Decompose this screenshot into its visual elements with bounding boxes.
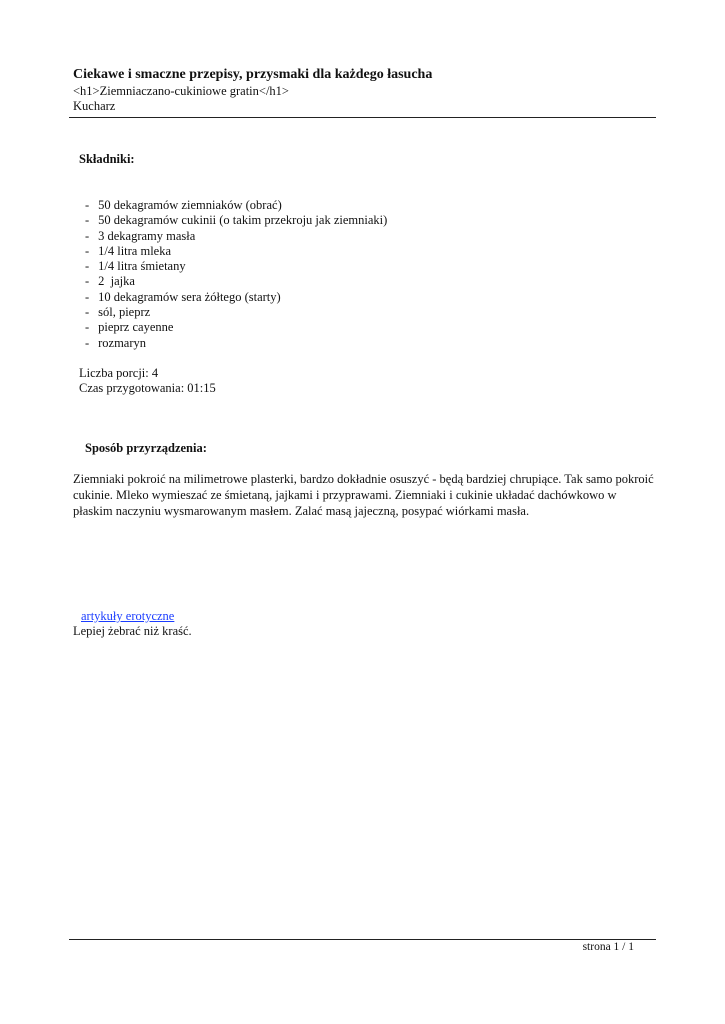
ingredient-text: 2 jajka bbox=[98, 274, 135, 289]
ad-link[interactable]: artykuły erotyczne bbox=[81, 609, 175, 623]
proverb-text: Lepiej żebrać niż kraść. bbox=[73, 624, 192, 638]
ingredient-text: 10 dekagramów sera żółtego (starty) bbox=[98, 289, 281, 304]
list-item: - 1/4 litra śmietany bbox=[85, 259, 186, 274]
list-item: - 50 dekagramów ziemniaków (obrać) bbox=[85, 198, 282, 212]
ingredient-text: pieprz cayenne bbox=[98, 320, 174, 335]
list-item: - pieprz cayenne bbox=[85, 320, 174, 335]
list-item: - 1/4 litra mleka bbox=[85, 243, 172, 258]
ingredient-text: rozmaryn bbox=[98, 335, 147, 350]
ingredients-heading: Składniki: bbox=[79, 152, 135, 166]
prep-time-label: Czas przygotowania: 01:15 bbox=[79, 381, 216, 395]
site-title: Ciekawe i smaczne przepisy, przysmaki dla każdego łasucha bbox=[73, 67, 433, 82]
list-item: - 2 jajka bbox=[85, 274, 135, 289]
list-item: - 50 dekagramów cukinii (o takim przekroju jak ziemniaki) bbox=[85, 213, 388, 228]
list-item: - 3 dekagramy masła bbox=[85, 228, 196, 243]
list-item: - sól, pieprz bbox=[85, 305, 151, 320]
footer-divider bbox=[69, 939, 656, 940]
list-item: - 10 dekagramów sera żółtego (starty) bbox=[85, 289, 281, 304]
ingredient-text: sól, pieprz bbox=[98, 305, 151, 320]
ingredients-list bbox=[85, 198, 387, 351]
method-paragraph: Ziemniaki pokroić na milimetrowe plasterki, bardzo dokładnie osuszyć - będą bardziej chrupiące. Tak samo pokroić cukinie. Mleko wymieszać ze śmietaną, jajkami i przyprawami. Ziemniaki i cukinie układać dachówkowo w płaskim naczyniu wysmarowanym masłem. Zalać masą jajeczną, posypać wiórkami masła. bbox=[73, 472, 654, 518]
header-divider bbox=[69, 117, 656, 118]
page-number: strona 1 / 1 bbox=[582, 941, 634, 953]
ingredient-text: 50 dekagramów cukinii (o takim przekroju jak ziemniaki) bbox=[98, 213, 388, 228]
recipe-subtitle: <h1>Ziemniaczano-cukiniowe gratin</h1> bbox=[73, 84, 289, 98]
portions-label: Liczba porcji: 4 bbox=[79, 366, 159, 380]
method-heading: Sposób przyrządzenia: bbox=[85, 441, 207, 455]
list-item: - rozmaryn bbox=[85, 335, 147, 350]
ingredient-text: 50 dekagramów ziemniaków (obrać) bbox=[98, 198, 282, 212]
ingredient-text: 1/4 litra śmietany bbox=[98, 259, 186, 274]
ingredient-text: 3 dekagramy masła bbox=[98, 228, 196, 243]
ingredient-text: 1/4 litra mleka bbox=[98, 243, 172, 258]
author-label: Kucharz bbox=[73, 99, 116, 113]
